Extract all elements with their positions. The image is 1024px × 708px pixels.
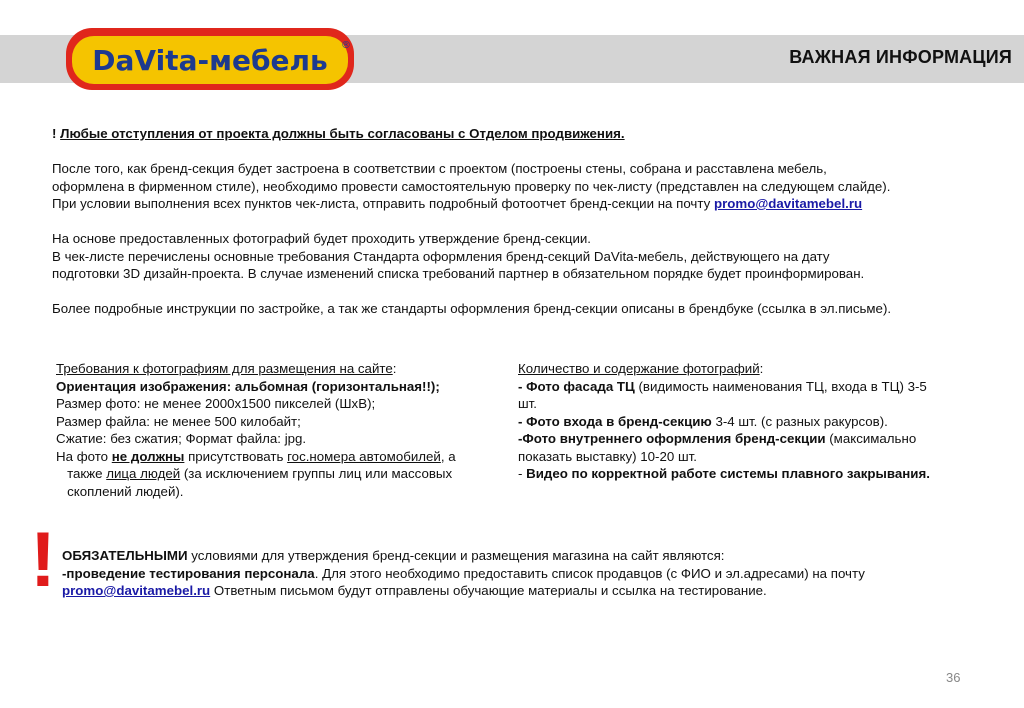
warning-line	[52, 125, 982, 143]
must-not: не должны	[111, 448, 185, 464]
mandatory-line3: Ответным письмом будут отправлены обучающие материалы и ссылка на тестирование.	[210, 583, 767, 598]
intro-p2-line2: В чек-листе перечислены основные требования Стандарта оформления бренд-секций DaVita-мебель, действующего на дату	[52, 248, 830, 264]
mandatory-line1: условиями для утверждения бренд-секции и размещения магазина на сайт являются:	[187, 548, 725, 563]
content-colon: :	[759, 361, 764, 376]
interior-text2: показать выставку) 10-20 шт.	[518, 448, 697, 464]
faces: лица людей	[106, 466, 181, 481]
warning-text: Любые отступления от проекта должны быть согласованы с Отделом продвижения.	[60, 126, 625, 141]
mandatory-email-link[interactable]: promo@davitamebel.ru	[62, 583, 211, 598]
interior-text: (максимально	[825, 431, 917, 446]
entrance-bold: - Фото входа в бренд-секцию	[518, 413, 712, 429]
restriction-line1	[56, 448, 496, 466]
warning-mark: !	[52, 126, 57, 141]
intro-p1-line3	[52, 195, 982, 213]
page-number: 36	[946, 670, 961, 685]
page-title: ВАЖНАЯ ИНФОРМАЦИЯ	[789, 47, 1012, 67]
logo-reg-mark: ®	[341, 40, 351, 51]
photo-requirements-heading: Требования к фотографиям для размещения на сайте	[56, 361, 393, 376]
crowds: скоплений людей).	[67, 483, 184, 499]
restriction-mid: присутствовать	[184, 448, 288, 464]
also-end: (за исключением группы лиц или массовых	[180, 466, 453, 481]
davita-logo	[64, 24, 360, 94]
testing-text: . Для этого необходимо предоставить список продавцов (с ФИО и эл.адресами) на почту	[314, 565, 865, 581]
video-bold: Видео по корректной работе системы плавного закрывания.	[526, 466, 930, 481]
photo-content	[518, 360, 978, 483]
compression: Сжатие: без сжатия; Формат файла: jpg.	[56, 431, 307, 446]
mandatory-bold: ОБЯЗАТЕЛЬНЫМИ	[62, 548, 188, 563]
heading-colon: :	[392, 361, 397, 376]
photo-content-heading: Количество и содержание фотографий	[518, 361, 760, 376]
intro-p2-line1: На основе предоставленных фотографий будет проходить утверждение бренд-секции.	[52, 231, 592, 246]
intro-p3: Более подробные инструкции по застройке, а так же стандарты оформления бренд-секции описаны в брендбуке (ссылка в эл.письме).	[52, 301, 892, 316]
orientation: Ориентация изображения: альбомная (горизонтальная!!);	[56, 378, 440, 394]
facade-qty: шт.	[518, 396, 537, 411]
mandatory-section	[62, 547, 982, 600]
intro-section	[52, 125, 982, 318]
intro-p1-line2: оформлена в фирменном стиле), необходимо провести самостоятельную проверку по чек-листу (представлен на следующем слайде).	[52, 178, 891, 194]
restriction-line3	[56, 483, 496, 501]
entrance-text: 3-4 шт. (с разных ракурсов).	[711, 413, 888, 429]
restriction-line2	[56, 465, 496, 483]
intro-p1-line1: После того, как бренд-секция будет застроена в соответствии с проектом (построены стены, собрана и расставлена мебель,	[52, 161, 827, 176]
intro-p2-line3: подготовки 3D дизайн-проекта. В случае изменений списка требований партнер в обязательном порядке будет проинформирован.	[52, 266, 865, 281]
facade-text: (видимость наименования ТЦ, входа в ТЦ) 3-5	[634, 378, 927, 394]
photo-size: Размер фото: не менее 2000х1500 пикселей (ШхВ);	[56, 396, 376, 411]
restriction-end: , а	[440, 448, 456, 464]
license-plates: гос.номера автомобилей	[287, 448, 441, 464]
testing-bold: -проведение тестирования персонала	[62, 565, 315, 581]
restriction-pre: На фото	[56, 448, 112, 464]
email-link[interactable]: promo@davitamebel.ru	[713, 196, 863, 211]
file-size: Размер файла: не менее 500 килобайт;	[56, 413, 301, 429]
video-pre: -	[518, 466, 527, 481]
also-pre: также	[67, 466, 107, 481]
photo-requirements	[56, 360, 496, 500]
facade-bold: - Фото фасада ТЦ	[518, 378, 635, 394]
logo-text: DaVita-мебель	[92, 44, 328, 77]
intro-p1-line3-text: При условии выполнения всех пунктов чек-листа, отправить подробный фотоотчет бренд-секции на почту	[52, 196, 711, 211]
interior-bold: -Фото внутреннего оформления бренд-секции	[518, 431, 826, 446]
exclamation-icon: !	[30, 515, 56, 603]
